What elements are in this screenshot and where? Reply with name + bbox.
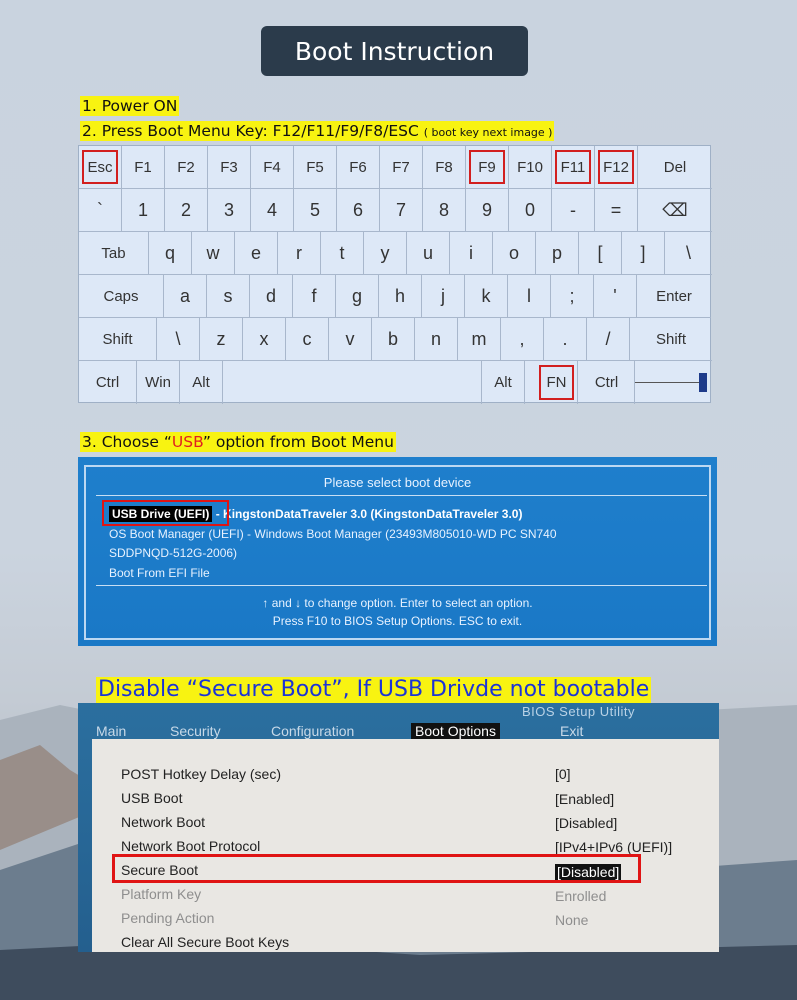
boot-option-os-manager[interactable]: OS Boot Manager (UEFI) - Windows Boot Manager (23493M805010-WD PC SN740	[109, 527, 557, 541]
key-w[interactable]	[192, 232, 235, 275]
key-label: i	[469, 242, 473, 263]
key-4[interactable]	[251, 189, 294, 232]
step-1-text: 1. Power ON	[82, 97, 178, 115]
key-v[interactable]	[329, 318, 372, 361]
key-label: ,	[519, 328, 525, 349]
key-label: Win	[145, 374, 171, 391]
key-label: t	[339, 242, 345, 263]
key-label: 0	[524, 199, 535, 220]
key-label: 1	[137, 199, 148, 220]
key-label: d	[265, 285, 276, 306]
key-label: e	[250, 242, 261, 263]
key-esc[interactable]	[79, 146, 122, 189]
key-fn-right[interactable]	[536, 361, 578, 404]
key-label: [	[597, 242, 603, 263]
key-f5[interactable]	[294, 146, 337, 189]
key-label: '	[613, 285, 617, 306]
boot-option-usb-device: - KingstonDataTraveler 3.0 (KingstonDataTraveler 3.0)	[215, 507, 523, 521]
key-f4[interactable]	[251, 146, 294, 189]
key-e[interactable]	[235, 232, 278, 275]
key-f11[interactable]	[552, 146, 595, 189]
key-q[interactable]	[149, 232, 192, 275]
key-0[interactable]	[509, 189, 552, 232]
key-label: q	[164, 242, 175, 263]
key-shift[interactable]	[79, 318, 157, 361]
setting-post-hotkey-delay[interactable]: POST Hotkey Delay (sec)	[121, 766, 282, 782]
setting-platform-key: Platform Key	[121, 886, 202, 902]
secure-boot-highlight-box	[112, 854, 641, 883]
tab-configuration[interactable]: Configuration	[271, 723, 355, 739]
key-c[interactable]	[286, 318, 329, 361]
key-label: F5	[306, 158, 324, 176]
key-label: Alt	[192, 374, 210, 391]
key-sym11[interactable]	[552, 189, 595, 232]
step-3-text	[80, 432, 396, 452]
key-label: F8	[435, 158, 453, 176]
key-shift[interactable]	[630, 318, 712, 361]
key-label: g	[351, 285, 362, 306]
key-label: F2	[177, 158, 195, 176]
key-ctrl[interactable]	[79, 361, 137, 404]
boot-option-usb-label: USB Drive (UEFI)	[109, 506, 212, 522]
key-label: \	[685, 242, 691, 263]
key-label: Esc	[87, 158, 113, 176]
key-f[interactable]	[293, 275, 336, 318]
key-label: s	[223, 285, 233, 306]
key-label: n	[430, 328, 441, 349]
key-d[interactable]	[250, 275, 293, 318]
key-b[interactable]	[372, 318, 415, 361]
key-label: l	[527, 285, 531, 306]
boot-menu-title: Please select boot device	[323, 475, 472, 490]
key-label: \	[175, 328, 181, 349]
step-3-usb: USB	[171, 433, 203, 451]
key-3[interactable]	[208, 189, 251, 232]
key-label: ⌫	[662, 199, 688, 220]
key-r[interactable]	[278, 232, 321, 275]
key-label: v	[345, 328, 355, 349]
key-f2[interactable]	[165, 146, 208, 189]
key-f7[interactable]	[380, 146, 423, 189]
keyboard-row-5	[79, 318, 712, 361]
key-label: Del	[663, 158, 687, 176]
value-pending-action: None	[555, 912, 589, 928]
key-label: x	[259, 328, 269, 349]
key-sym1[interactable]	[157, 318, 200, 361]
key-9[interactable]	[466, 189, 509, 232]
key-highlight-box	[469, 150, 505, 184]
value-network-boot[interactable]: [Disabled]	[555, 815, 618, 831]
key-label: 4	[266, 199, 277, 220]
tab-security[interactable]: Security	[170, 723, 221, 739]
boot-menu-help-2: Press F10 to BIOS Setup Options. ESC to exit.	[272, 614, 523, 628]
key-enter[interactable]	[637, 275, 711, 318]
key-label: 5	[309, 199, 320, 220]
key-z[interactable]	[200, 318, 243, 361]
key-y[interactable]	[364, 232, 407, 275]
key-f1[interactable]	[122, 146, 165, 189]
step-3-prefix: 3. Choose “	[82, 433, 172, 451]
keyboard-row-6	[79, 361, 712, 404]
key-highlight-box	[555, 150, 591, 184]
key-label: k	[481, 285, 491, 306]
step-2-note: ( boot key next image )	[423, 126, 553, 139]
setting-clear-secure-boot-keys[interactable]: Clear All Secure Boot Keys	[121, 934, 290, 950]
key-f6[interactable]	[337, 146, 380, 189]
boot-option-efi-file[interactable]: Boot From EFI File	[109, 566, 210, 580]
key-i[interactable]	[450, 232, 493, 275]
key-g[interactable]	[336, 275, 379, 318]
key-label: y	[380, 242, 390, 263]
step-2-text	[80, 121, 554, 141]
key-label: F4	[263, 158, 281, 176]
key-h[interactable]	[379, 275, 422, 318]
key-k[interactable]	[465, 275, 508, 318]
divider	[96, 495, 707, 496]
key-highlight-box	[598, 150, 634, 184]
keyboard-row-3	[79, 232, 712, 275]
slider-thumb[interactable]	[699, 373, 707, 392]
key-del[interactable]	[638, 146, 712, 189]
page-title: Boot Instruction	[261, 26, 528, 76]
key-label: m	[471, 328, 487, 349]
key-sym13[interactable]	[638, 189, 712, 232]
key-f9[interactable]	[466, 146, 509, 189]
boot-menu-help-1: ↑ and ↓ to change option. Enter to select an option.	[262, 596, 533, 610]
key-8[interactable]	[423, 189, 466, 232]
key-sym0[interactable]	[79, 189, 122, 232]
key-label: F3	[220, 158, 238, 176]
divider	[96, 585, 707, 586]
key-f10[interactable]	[509, 146, 552, 189]
key-sym13[interactable]	[665, 232, 712, 275]
key-label: h	[394, 285, 405, 306]
key-l[interactable]	[508, 275, 551, 318]
key-label: c	[302, 328, 312, 349]
setting-secure-boot[interactable]: Secure Boot	[121, 862, 199, 878]
key-tab[interactable]	[79, 232, 149, 275]
key-label: F9	[478, 158, 496, 176]
boot-option-os-manager-cont: SDDPNQD-512G-2006)	[109, 546, 238, 560]
key-label: o	[508, 242, 519, 263]
key-f8[interactable]	[423, 146, 466, 189]
setting-pending-action: Pending Action	[121, 910, 215, 926]
usb-highlight-box	[102, 500, 229, 526]
key-label: /	[605, 328, 611, 349]
key-label: F10	[517, 158, 543, 176]
key-label: ;	[569, 285, 575, 306]
key-label: =	[610, 199, 622, 220]
key-win[interactable]	[137, 361, 180, 404]
key-u[interactable]	[407, 232, 450, 275]
key-label: Shift	[655, 330, 686, 348]
brightness-slider[interactable]	[635, 361, 712, 404]
key-1[interactable]	[122, 189, 165, 232]
key-sym12[interactable]	[595, 189, 638, 232]
step-3-suffix: ” option from Boot Menu	[202, 433, 394, 451]
key-sym11[interactable]	[587, 318, 630, 361]
key-n[interactable]	[415, 318, 458, 361]
key-label: 8	[438, 199, 449, 220]
key-label: u	[422, 242, 433, 263]
key-label: `	[97, 199, 103, 220]
value-platform-key: Enrolled	[555, 888, 607, 904]
bios-settings-panel	[92, 739, 719, 952]
key-label: 7	[395, 199, 406, 220]
keyboard-row-1	[79, 146, 712, 189]
value-network-boot-protocol[interactable]: [IPv4+IPv6 (UEFI)]	[555, 839, 673, 855]
keyboard-row-2	[79, 189, 712, 232]
bios-setup-screen	[78, 703, 719, 952]
key-ctrl-right[interactable]	[579, 361, 635, 404]
key-label: f	[311, 285, 317, 306]
key-label: ]	[640, 242, 646, 263]
key-s[interactable]	[207, 275, 250, 318]
key-j[interactable]	[422, 275, 465, 318]
key-alt[interactable]	[180, 361, 223, 404]
key-label: b	[387, 328, 398, 349]
boot-device-menu	[78, 457, 717, 646]
key-2[interactable]	[165, 189, 208, 232]
key-label: Tab	[101, 244, 126, 262]
key-space[interactable]	[223, 361, 482, 404]
key-caps[interactable]	[79, 275, 164, 318]
key-label: F12	[603, 158, 629, 176]
key-label: 2	[180, 199, 191, 220]
step-2-main: 2. Press Boot Menu Key: F12/F11/F9/F8/ESC	[82, 122, 419, 140]
key-sym11[interactable]	[579, 232, 622, 275]
key-label: .	[562, 328, 568, 349]
key-label: 3	[223, 199, 234, 220]
setting-usb-boot[interactable]: USB Boot	[121, 790, 183, 806]
tab-boot-options[interactable]: Boot Options	[411, 723, 500, 739]
key-label: Shift	[102, 330, 133, 348]
key-label: F6	[349, 158, 367, 176]
key-label: Enter	[656, 287, 692, 305]
key-label: F11	[560, 158, 586, 176]
value-usb-boot[interactable]: [Enabled]	[555, 791, 615, 807]
key-7[interactable]	[380, 189, 423, 232]
tab-main[interactable]: Main	[96, 723, 127, 739]
key-f3[interactable]	[208, 146, 251, 189]
key-p[interactable]	[536, 232, 579, 275]
key-label: -	[570, 199, 576, 220]
step-4-text: Disable “Secure Boot”, If USB Drivde not bootable	[98, 677, 650, 702]
key-label: Ctrl	[594, 374, 619, 391]
key-sym10[interactable]	[544, 318, 587, 361]
setting-network-boot-protocol[interactable]: Network Boot Protocol	[121, 838, 261, 854]
key-alt-right[interactable]	[482, 361, 525, 404]
key-label: Caps	[103, 287, 139, 305]
key-highlight-box	[82, 150, 118, 184]
slider-track	[635, 382, 701, 383]
key-sym10[interactable]	[551, 275, 594, 318]
key-5[interactable]	[294, 189, 337, 232]
key-label: Alt	[494, 374, 512, 391]
key-x[interactable]	[243, 318, 286, 361]
key-label: 6	[352, 199, 363, 220]
key-label: r	[296, 242, 302, 263]
key-label: FN	[546, 374, 567, 391]
key-o[interactable]	[493, 232, 536, 275]
keyboard-row-4	[79, 275, 712, 318]
key-label: z	[216, 328, 226, 349]
key-m[interactable]	[458, 318, 501, 361]
bios-utility-title: BIOS Setup Utility	[522, 704, 636, 719]
setting-network-boot[interactable]: Network Boot	[121, 814, 206, 830]
on-screen-keyboard	[78, 145, 711, 403]
key-a[interactable]	[164, 275, 207, 318]
key-sym9[interactable]	[501, 318, 544, 361]
key-t[interactable]	[321, 232, 364, 275]
key-label: 9	[481, 199, 492, 220]
value-secure-boot[interactable]: [Disabled]	[557, 864, 620, 880]
key-label: F1	[134, 158, 152, 176]
value-post-hotkey-delay[interactable]: [0]	[555, 766, 571, 782]
tab-exit[interactable]: Exit	[560, 723, 584, 739]
key-f12[interactable]	[595, 146, 638, 189]
key-highlight-box	[539, 365, 574, 400]
key-sym11[interactable]	[594, 275, 637, 318]
key-label: p	[551, 242, 562, 263]
key-sym12[interactable]	[622, 232, 665, 275]
key-label: F7	[392, 158, 410, 176]
key-label: Ctrl	[95, 374, 120, 391]
key-6[interactable]	[337, 189, 380, 232]
key-label: j	[441, 285, 445, 306]
key-label: a	[179, 285, 190, 306]
key-label: w	[206, 242, 220, 263]
